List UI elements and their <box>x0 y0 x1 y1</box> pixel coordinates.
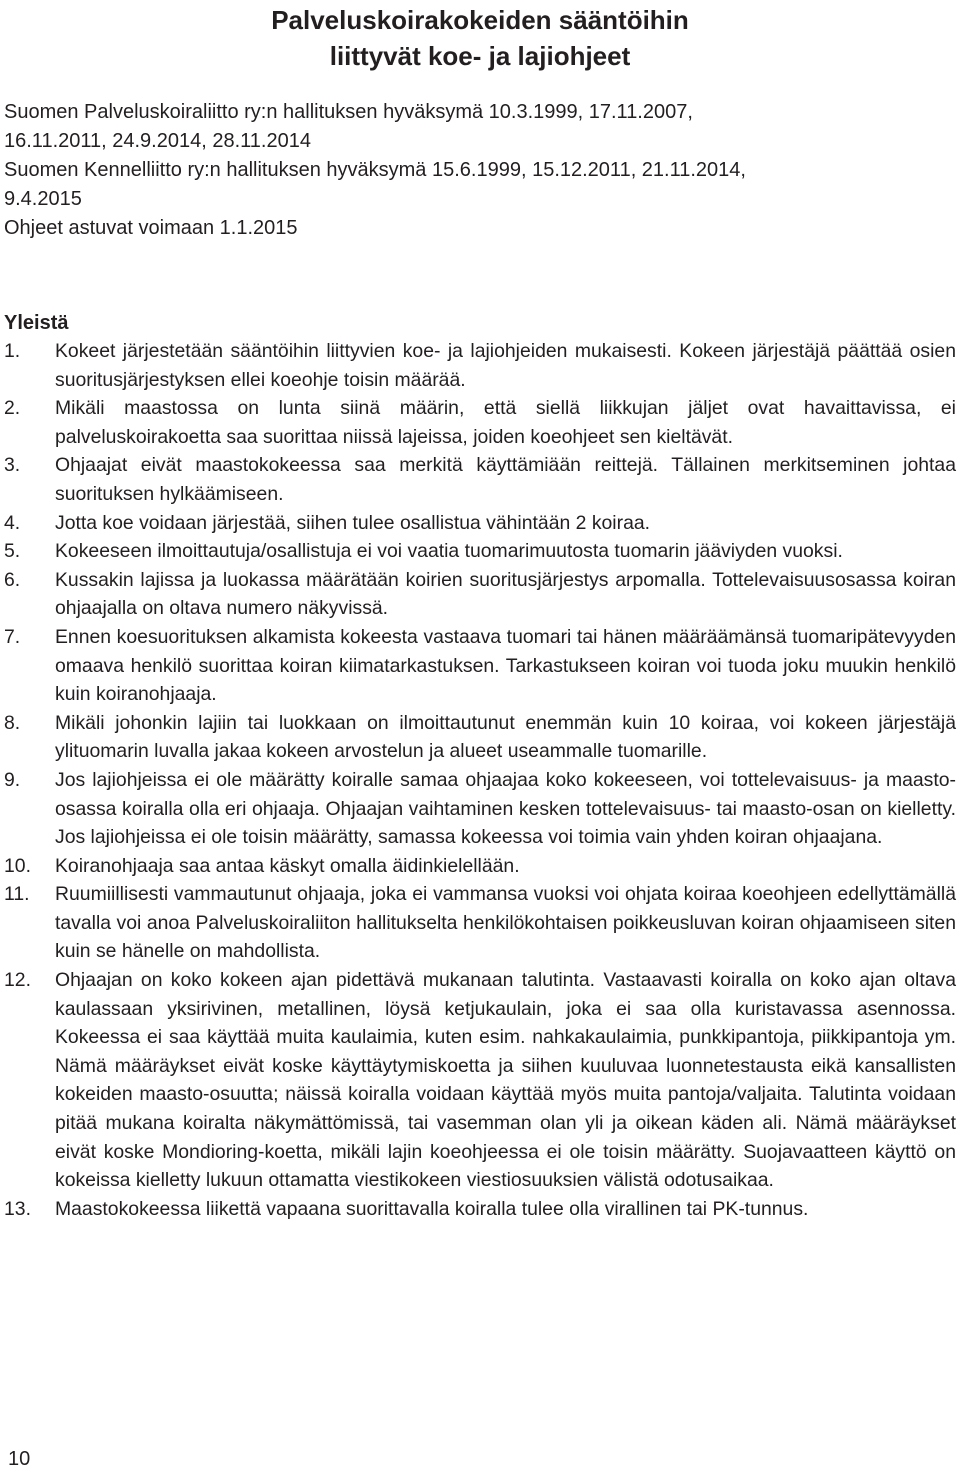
page-title <box>0 2 960 74</box>
rule-text: Ohjaajat eivät maastokokeessa saa merkitä käyttämiään reittejä. Tällainen merkitseminen johtaa suorituksen hylkäämiseen. <box>55 454 956 505</box>
rule-number: 8. <box>4 711 21 734</box>
rule-item <box>4 451 956 508</box>
rule-number: 2. <box>4 397 21 420</box>
rule-text: Kokeet järjestetään sääntöihin liittyvien koe- ja lajiohjeiden mukaisesti. Kokeen järjestäjä päättää osien suoritusjärjestyksen ellei koeohje toisin määrää. <box>55 340 956 391</box>
rule-number: 4. <box>4 511 21 534</box>
approval-info <box>4 98 954 243</box>
rules-list <box>4 337 956 1223</box>
rule-text: Ennen koesuorituksen alkamista kokeesta vastaava tuomari tai hänen määräämänsä tuomaripätevyyden omaava henkilö suorittaa koiran kiimatarkastuksen. Tarkastukseen koiran voi tuoda joku muukin henkilö kuin koiranohjaaja. <box>55 625 956 706</box>
rule-text: Jotta koe voidaan järjestää, siihen tulee osallistua vähintään 2 koiraa. <box>55 511 651 534</box>
rule-item <box>4 1195 956 1224</box>
rule-text: Jos lajiohjeissa ei ole määrätty koiralle samaa ohjaajaa koko kokeeseen, voi tottelevaisuus- ja maasto-osassa koiralla olla eri ohjaaja. Ohjaajan vaihtaminen kesken tottelevaisuus- tai maasto-osan on kielletty. Jos lajiohjeissa ei ole toisin määrätty, samassa kokeessa voi toimia vain yhden koiran ohjaajana. <box>55 768 956 849</box>
rule-item <box>4 537 956 566</box>
approval-line: 16.11.2011, 24.9.2014, 28.11.2014 <box>4 130 311 152</box>
approval-line: 9.4.2015 <box>4 188 82 210</box>
rule-text: Mikäli johonkin lajiin tai luokkaan on ilmoittautunut enemmän kuin 10 koiraa, voi kokeen järjestäjä ylituomarin luvalla jakaa kokeen arvostelun ja alueet useammalle tuomarille. <box>55 711 956 763</box>
rule-item <box>4 966 956 1195</box>
rule-number: 11. <box>4 883 30 906</box>
rule-number: 7. <box>4 625 21 648</box>
rule-item <box>4 852 956 881</box>
rule-item <box>4 509 956 538</box>
rule-text: Kokeeseen ilmoittautuja/osallistuja ei voi vaatia tuomarimuutosta tuomarin jääviyden vuoksi. <box>55 540 843 563</box>
rule-number: 6. <box>4 568 21 591</box>
title-line-1: Palveluskoirakokeiden sääntöihin <box>271 5 689 35</box>
rule-number: 5. <box>4 540 21 563</box>
approval-line: Suomen Palveluskoiraliitto ry:n hallituksen hyväksymä 10.3.1999, 17.11.2007, <box>4 101 693 123</box>
section-heading: Yleistä <box>4 312 69 334</box>
rule-text: Mikäli maastossa on lunta siinä määrin, että siellä liikkujan jäljet ovat havaittavissa, ei palveluskoirakoetta saa suorittaa niissä lajeissa, joiden koeohjeet sen kieltävät. <box>55 397 956 448</box>
rule-item <box>4 566 956 623</box>
rule-text: Ruumiillisesti vammautunut ohjaaja, joka ei vammansa vuoksi voi ohjata koiraa koeohjeen edellyttämällä tavalla voi anoa Palveluskoiraliiton hallitukselta henkilökohtaisen poikkeusluvan koiran ohjaamiseen siten kuin se hänelle on mahdollista. <box>55 883 956 963</box>
rule-text: Kussakin lajissa ja luokassa määrätään koirien suoritusjärjestys arpomalla. Tottelevaisuusosassa koiran ohjaajalla on oltava numero näkyvissä. <box>55 568 956 620</box>
rule-item <box>4 623 956 709</box>
rule-number: 9. <box>4 768 21 791</box>
rule-text: Koiranohjaaja saa antaa käskyt omalla äidinkielellään. <box>55 854 520 877</box>
approval-line: Suomen Kennelliitto ry:n hallituksen hyväksymä 15.6.1999, 15.12.2011, 21.11.2014, <box>4 159 746 181</box>
rule-item <box>4 394 956 451</box>
title-line-2: liittyvät koe- ja lajiohjeet <box>329 41 631 71</box>
rule-number: 12. <box>4 969 31 992</box>
rule-item <box>4 766 956 852</box>
rule-text: Ohjaajan on koko kokeen ajan pidettävä mukanaan talutinta. Vastaavasti koiralla on koko ajan oltava kaulassaan yksirivinen, metallinen, löysä ketjukaulain, joka ei saa olla kuristavassa asennossa. Kokeessa ei saa käyttää muita kaulaimia, kuten esim. nahkakaulaimia, punkkipantoja, piikkipantoja ym. Nämä määräykset eivät koske käyttäytymiskoetta ja siihen kuuluvaa luonnetestausta eikä kansallisten kokeiden maasto-osuutta; näissä koiralla voidaan käyttää myös muita pantoja/valjaita. Talutinta voidaan pitää mukana koiralta näkymättömissä, tai vasemman olan yli ja oikean käden ali. Nämä määräykset eivät koske Mondioring-koetta, mikäli lajin koeohjeessa ei ole toisin määrätty. Suojavaatteen käyttö on kokeissa kielletty lukuun ottamatta viestikokeen viestiosuuksien välistä odotusaikaa. <box>55 969 956 1192</box>
page-number: 10 <box>8 1448 31 1470</box>
rule-number: 13. <box>4 1197 31 1220</box>
rule-item <box>4 337 956 394</box>
rule-number: 10. <box>4 854 31 877</box>
rule-item <box>4 880 956 966</box>
rule-text: Maastokokeessa liikettä vapaana suorittavalla koiralla tulee olla virallinen tai PK-tunnus. <box>55 1197 809 1220</box>
rule-number: 1. <box>4 340 21 362</box>
effective-date-line: Ohjeet astuvat voimaan 1.1.2015 <box>4 217 298 239</box>
rule-number: 3. <box>4 454 21 477</box>
rule-item <box>4 709 956 766</box>
